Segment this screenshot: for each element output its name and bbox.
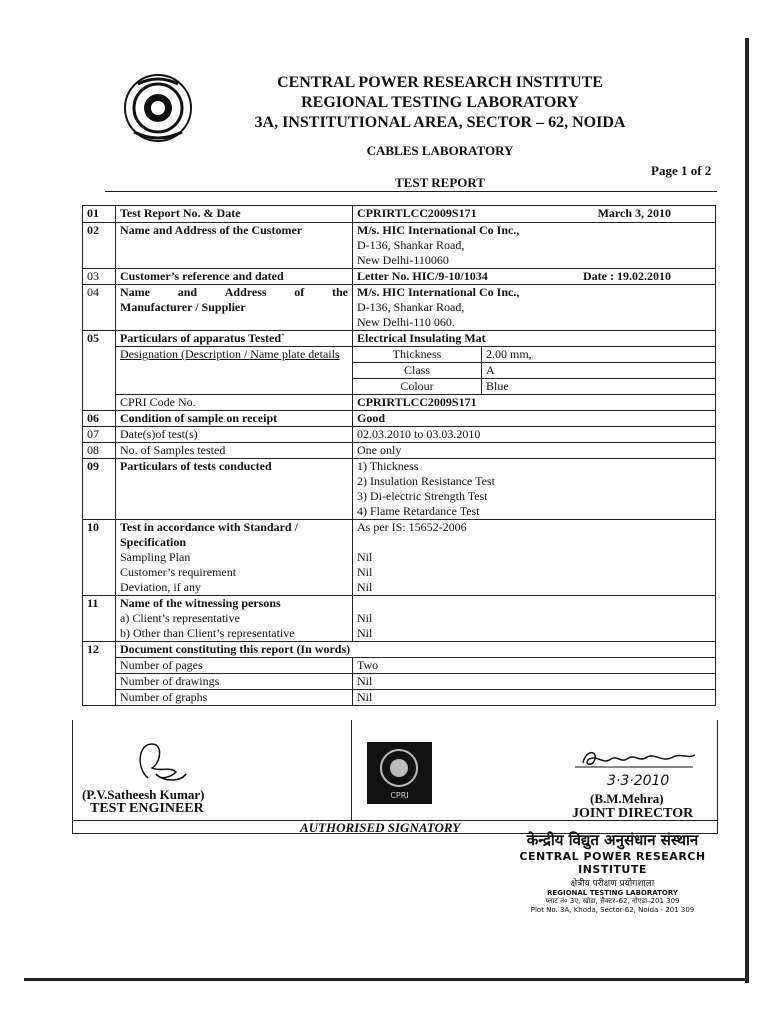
seal-english-address: Plot No. 3A, Khoda, Sector-62, Noida - 201 309 <box>530 906 695 914</box>
spec-value: 2.00 mm, <box>482 347 716 363</box>
spec-key: Thickness <box>353 347 482 363</box>
table-row <box>83 285 716 331</box>
row-label: Particulars of tests conducted <box>116 459 353 520</box>
test-item: 2) Insulation Resistance Test <box>357 474 495 488</box>
seal-english-lab: REGIONAL TESTING LABORATORY <box>547 889 678 897</box>
sub-label: Number of drawings <box>116 674 353 690</box>
label-word: Name <box>120 285 150 299</box>
director-name: (B.M.Mehra) <box>590 791 664 806</box>
row-label: Date(s)of test(s) <box>116 427 353 443</box>
scan-edge-bottom <box>24 978 748 981</box>
table-row <box>83 411 716 427</box>
engineer-role: TEST ENGINEER <box>90 801 204 816</box>
report-table <box>82 205 716 706</box>
row-label <box>116 520 353 596</box>
report-title: TEST REPORT <box>395 175 485 190</box>
table-row <box>83 642 716 658</box>
code-label: CPRI Code No. <box>116 395 353 411</box>
row-label: Customer’s reference and dated <box>116 269 353 285</box>
sub-value: Nil <box>357 580 373 594</box>
laboratory-name: CABLES LABORATORY <box>366 143 514 158</box>
institute-seal <box>505 830 720 914</box>
apparatus-name: Electrical Insulating Mat <box>353 331 716 347</box>
lab-address: 3A, INSTITUTIONAL AREA, SECTOR – 62, NOIDA <box>254 114 626 131</box>
director-role: JOINT DIRECTOR <box>572 806 694 821</box>
row-number: 10 <box>83 520 116 596</box>
table-row <box>83 347 716 395</box>
table-row <box>83 690 716 706</box>
samples-tested: One only <box>353 443 716 459</box>
row-number: 08 <box>83 443 116 459</box>
standard-label: Test in accordance with Standard / Specification <box>120 520 298 549</box>
label-word: Address <box>224 285 267 299</box>
customer-address-line: New Delhi-110060 <box>357 253 449 267</box>
row-label: Test Report No. & Date <box>116 206 353 223</box>
row-number: 06 <box>83 411 116 427</box>
table-row <box>83 331 716 347</box>
sub-value: Two <box>353 658 716 674</box>
row-number: 02 <box>83 223 116 269</box>
label-word: the <box>331 285 348 299</box>
sub-value: Nil <box>357 611 373 625</box>
row-value <box>353 285 716 331</box>
page-number: Page 1 of 2 <box>651 163 712 178</box>
sub-value: Nil <box>353 690 716 706</box>
report-date: March 3, 2010 <box>597 206 671 220</box>
label-word: and <box>177 285 198 299</box>
sub-value: Nil <box>353 674 716 690</box>
sub-label: a) Client’s representative <box>120 611 240 625</box>
sub-label: Customer’s requirement <box>120 565 237 579</box>
seal-hindi-lab: क्षेत्रीय परीक्षण प्रयोगशाला <box>570 879 655 889</box>
row-value <box>353 459 716 520</box>
row-number: 01 <box>83 206 116 223</box>
spec-row <box>353 363 715 379</box>
engineer-signature-icon <box>130 738 190 788</box>
spec-key: Colour <box>353 379 482 395</box>
test-item: 3) Di-electric Strength Test <box>357 489 488 503</box>
table-row <box>83 206 716 223</box>
table-row <box>83 395 716 411</box>
seal-hindi-title: केन्द्रीय विद्युत अनुसंधान संस्थान <box>526 831 699 849</box>
designation-label: Designation (Description / Name plate details <box>116 347 353 395</box>
sub-value: Nil <box>357 626 373 640</box>
table-row <box>83 520 716 596</box>
spec-table <box>353 347 715 394</box>
row-label <box>116 285 353 331</box>
reference-date: Date : 19.02.2010 <box>583 269 671 283</box>
report-number: CPRIRTLCC2009S171 <box>357 206 477 220</box>
manufacturer-address-line: New Delhi-110 060. <box>357 315 455 329</box>
seal-hindi-address: प्लाट नं० 3ए, खोडा, सैक्टर–62, नोएडा–201 309 <box>545 897 680 905</box>
sub-value: Nil <box>357 565 373 579</box>
spec-row <box>353 379 715 395</box>
spacer <box>357 535 711 550</box>
row-value <box>353 269 716 285</box>
engineer-name: (P.V.Satheesh Kumar) <box>82 787 205 802</box>
sub-label: Deviation, if any <box>120 580 201 594</box>
sub-label: b) Other than Client’s representative <box>120 626 295 640</box>
row-label <box>116 596 353 642</box>
lab-name: REGIONAL TESTING LABORATORY <box>301 94 579 111</box>
row-number: 07 <box>83 427 116 443</box>
table-row <box>83 223 716 269</box>
scan-edge-right <box>745 38 749 983</box>
authorised-signatory: AUTHORISED SIGNATORY <box>300 820 461 835</box>
table-row <box>83 459 716 520</box>
sub-value: Nil <box>357 550 373 564</box>
title-rule <box>105 191 717 192</box>
row-label: Document constituting this report (In words) <box>116 642 716 658</box>
cpri-stamp <box>367 742 432 804</box>
label-word: Manufacturer / Supplier <box>120 300 246 314</box>
row-value <box>353 347 716 395</box>
row-number: 12 <box>83 642 116 706</box>
row-value <box>353 223 716 269</box>
reference-letter: Letter No. HIC/9-10/1034 <box>357 269 488 283</box>
test-item: 4) Flame Retardance Test <box>357 504 480 518</box>
table-row <box>83 427 716 443</box>
row-label: Particulars of apparatus Tested` <box>116 331 353 347</box>
standard-value: As per IS: 15652-2006 <box>357 520 467 534</box>
table-row <box>83 443 716 459</box>
spec-value: Blue <box>482 379 716 395</box>
row-label: Name and Address of the Customer <box>116 223 353 269</box>
institute-name: CENTRAL POWER RESEARCH INSTITUTE <box>277 74 603 91</box>
row-value <box>353 520 716 596</box>
sub-label: Number of graphs <box>116 690 353 706</box>
test-item: 1) Thickness <box>357 459 419 473</box>
sub-label: Sampling Plan <box>120 550 191 564</box>
table-row <box>83 596 716 642</box>
customer-address-line: D-136, Shankar Road, <box>357 238 465 252</box>
stamp-label: CPRI <box>390 791 409 800</box>
director-sign-date: 3·3·2010 <box>607 773 670 789</box>
table-row <box>83 269 716 285</box>
row-label: Condition of sample on receipt <box>116 411 353 427</box>
row-value <box>353 206 716 223</box>
row-number: 05 <box>83 331 116 411</box>
spacer <box>357 596 711 611</box>
table-row <box>83 658 716 674</box>
seal-english-title: CENTRAL POWER RESEARCH INSTITUTE <box>519 850 706 876</box>
test-dates: 02.03.2010 to 03.03.2010 <box>353 427 716 443</box>
sub-label: Number of pages <box>116 658 353 674</box>
table-row <box>83 674 716 690</box>
row-value <box>353 596 716 642</box>
row-label: No. of Samples tested <box>116 443 353 459</box>
row-number: 04 <box>83 285 116 331</box>
witness-label: Name of the witnessing persons <box>120 596 281 610</box>
spec-row <box>353 347 715 363</box>
row-number: 11 <box>83 596 116 642</box>
manufacturer-name: M/s. HIC International Co Inc., <box>357 285 520 299</box>
spec-value: A <box>482 363 716 379</box>
row-number: 03 <box>83 269 116 285</box>
label-word: of <box>294 285 305 299</box>
row-number: 09 <box>83 459 116 520</box>
spec-key: Class <box>353 363 482 379</box>
signature-divider <box>351 720 352 820</box>
sample-condition: Good <box>353 411 716 427</box>
customer-name: M/s. HIC International Co Inc., <box>357 223 520 237</box>
cpri-code: CPRIRTLCC2009S171 <box>353 395 716 411</box>
manufacturer-address-line: D-136, Shankar Road, <box>357 300 465 314</box>
